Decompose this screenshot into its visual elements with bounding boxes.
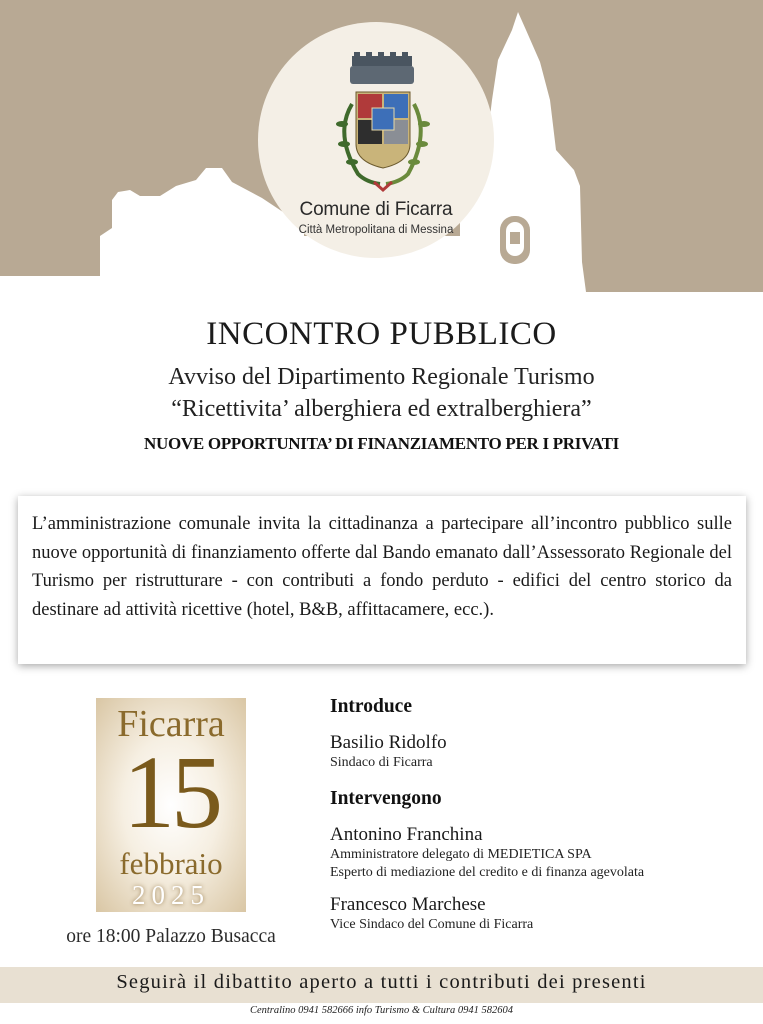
speaker-role: Sindaco di Ficarra — [330, 755, 433, 770]
introduce-heading: Introduce — [330, 696, 412, 717]
date-city: Ficarra — [117, 703, 225, 745]
speaker-name: Basilio Ridolfo — [330, 732, 447, 753]
date-year: 2025 — [132, 880, 210, 910]
contact-line: Centralino 0941 582666 info Turismo & Cultura 0941 582604 — [249, 1005, 514, 1016]
time-place: ore 18:00 Palazzo Busacca — [66, 926, 276, 947]
invite-box — [18, 496, 746, 664]
invite-text: L’amministrazione comunale invita la cittadinanza a partecipare all’incontro pubblico sulle nuove opportunità di finanziamento offerte dal Bando emanato dall’Assessorato Regionale del Turismo per ristrutturare - con contributi a fondo perduto - edifici del centro storico da destinare ad attività ricettive (hotel, B&B, affittacamere, ecc.). — [32, 514, 732, 620]
coat-of-arms-icon — [322, 44, 442, 204]
speaker-role: Esperto di mediazione del credito e di finanza agevolata — [330, 865, 645, 880]
comune-name: Comune di Ficarra — [299, 199, 453, 220]
program — [330, 696, 750, 934]
speaker-name: Francesco Marchese — [330, 894, 486, 915]
event-title: INCONTRO PUBBLICO — [206, 316, 557, 352]
event-subtitle-3: NUOVE OPPORTUNITA’ DI FINANZIAMENTO PER I PRIVATI — [144, 434, 619, 453]
date-card — [96, 698, 246, 912]
comune-subtitle: Città Metropolitana di Messina — [298, 224, 454, 236]
footer-text: Seguirà il dibattito aperto a tutti i contributi dei presenti — [116, 971, 647, 993]
speaker-name: Antonino Franchina — [330, 824, 483, 845]
header-band — [0, 0, 763, 300]
date-month: febbraio — [119, 846, 223, 881]
speaker-role: Amministratore delegato di MEDIETICA SPA — [330, 847, 592, 862]
speaker-role: Vice Sindaco del Comune di Ficarra — [330, 917, 534, 932]
date-day: 15 — [123, 735, 219, 850]
event-subtitle-1: Avviso del Dipartimento Regionale Turismo — [168, 364, 595, 390]
intervengono-heading: Intervengono — [330, 788, 442, 809]
event-subtitle-2: “Ricettivita’ alberghiera ed extralberghiera” — [171, 396, 592, 422]
